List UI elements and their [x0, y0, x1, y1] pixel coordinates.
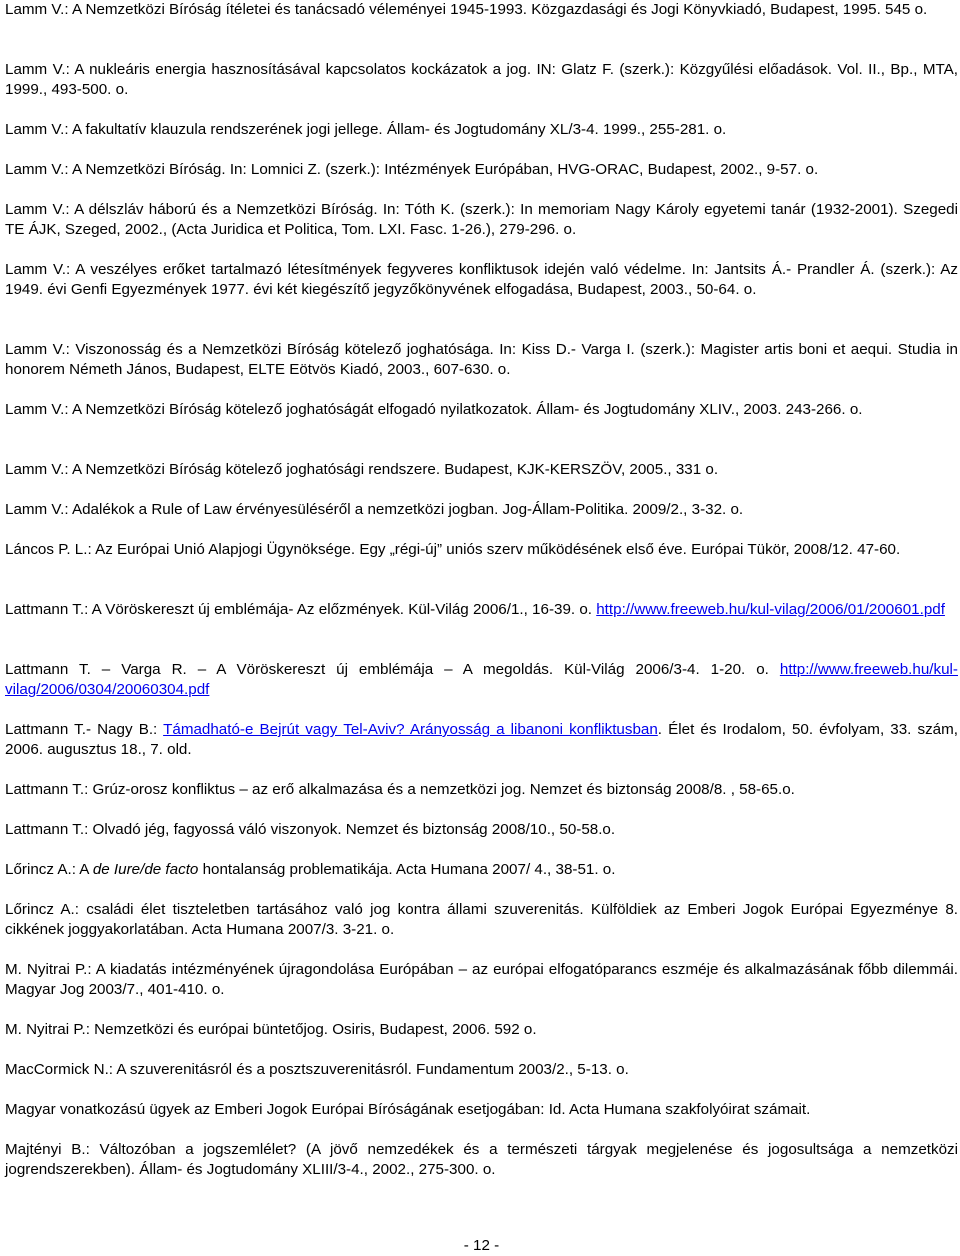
reference-text: Lamm V.: A délszláv háború és a Nemzetközi Bíróság. In: Tóth K. (szerk.): In memoriam Nagy Károly egyetemi tanár (1932-2001). Szegedi TE ÁJK, Szeged, 2002., (Acta Juridica et Politica, Tom. LXI. Fasc. 1-26.), 279-296. o. [5, 201, 958, 238]
reference-entry [5, 340, 958, 380]
reference-text: Lőrincz A.: családi élet tiszteletben tartásához való jog kontra állami szuverenitás. Külföldiek az Emberi Jogok Európai Egyezménye 8. cikkének joggyakorlatában. Acta Humana 2007/3. 3-21. o. [5, 901, 958, 938]
reference-entry [5, 60, 958, 100]
reference-entry [5, 260, 958, 300]
reference-entry [5, 860, 958, 880]
reference-link[interactable]: Támadható-e Bejrút vagy Tel-Aviv? Arányosság a libanoni konfliktusban [163, 721, 658, 738]
reference-link[interactable]: http://www.freeweb.hu/kul-vilag/2006/0304/20060304.pdf [5, 661, 958, 698]
reference-entry [5, 720, 958, 760]
reference-entry [5, 1020, 958, 1040]
reference-entry [5, 780, 958, 800]
reference-text: Lamm V.: Viszonosság és a Nemzetközi Bíróság kötelező joghatósága. In: Kiss D.- Varga I. (szerk.): Magister artis boni et aequi. Studia in honorem Németh János, Budapest, ELTE Eötvös Kiadó, 2003., 607-630. o. [5, 341, 958, 378]
reference-text: Lattmann T.- Nagy B.: [5, 721, 164, 738]
reference-text: Lamm V.: A Nemzetközi Bíróság ítéletei és tanácsadó véleményei 1945-1993. Közgazdasági és Jogi Könyvkiadó, Budapest, 1995. 545 o. [5, 1, 928, 18]
reference-text: Majtényi B.: Változóban a jogszemlélet? (A jövő nemzedékek és a természeti tárgyak megjelenése és jogosultsága a nemzetközi jogrendszerekben). Állam- és Jogtudomány XLIII/3-4., 2002., 275-300. o. [5, 1141, 958, 1178]
reference-text: Lamm V.: A Nemzetközi Bíróság. In: Lomnici Z. (szerk.): Intézmények Európában, HVG-ORAC, Budapest, 2002., 9-57. o. [5, 161, 819, 178]
reference-text: Lamm V.: A veszélyes erőket tartalmazó létesítmények fegyveres konfliktusok idején való védelme. In: Jantsits Á.- Prandler Á. (szerk.): Az 1949. évi Genfi Egyezmények 1977. évi két kiegészítő jegyzőkönyvének elfogadása, Budapest, 2003., 50-64. o. [5, 261, 958, 298]
reference-text: Lattmann T.: Olvadó jég, fagyossá váló viszonyok. Nemzet és biztonság 2008/10., 50-58.o. [5, 821, 616, 838]
reference-text: Lamm V.: A Nemzetközi Bíróság kötelező joghatóságát elfogadó nyilatkozatok. Állam- és Jogtudomány XLIV., 2003. 243-266. o. [5, 401, 863, 418]
reference-text: . Élet és Irodalom, 50. évfolyam, 33. szám, 2006. augusztus 18., 7. old. [5, 721, 958, 758]
reference-entry [5, 200, 958, 240]
reference-text: hontalanság problematikája. Acta Humana 2007/ 4., 38-51. o. [198, 861, 616, 878]
reference-entry [5, 1060, 958, 1080]
document-page [5, 0, 958, 1252]
reference-entry [5, 460, 958, 480]
reference-entry [5, 900, 958, 940]
reference-entry [5, 820, 958, 840]
reference-entry [5, 0, 958, 20]
reference-text: Lőrincz A.: A [5, 861, 93, 878]
reference-entry [5, 500, 958, 520]
reference-text: M. Nyitrai P.: Nemzetközi és európai büntetőjog. Osiris, Budapest, 2006. 592 o. [5, 1021, 537, 1038]
reference-text: Magyar vonatkozású ügyek az Emberi Jogok Európai Bíróságának esetjogában: Id. Acta Humana szakfolyóirat számait. [5, 1101, 811, 1118]
page-number: - 12 - [463, 1237, 500, 1254]
reference-entry [5, 160, 958, 180]
reference-text: Lattmann T. – Varga R. – A Vöröskereszt új emblémája – A megoldás. Kül-Világ 2006/3-4. 1-20. o. [5, 661, 780, 678]
reference-text: Lamm V.: A fakultatív klauzula rendszerének jogi jellege. Állam- és Jogtudomány XL/3-4. 1999., 255-281. o. [5, 121, 727, 138]
reference-text: M. Nyitrai P.: A kiadatás intézményének újragondolása Európában – az európai elfogatóparancs eszméje és alkalmazásának főbb dilemmái. Magyar Jog 2003/7., 401-410. o. [5, 961, 958, 998]
reference-entry [5, 1100, 958, 1120]
reference-text: Lamm V.: A Nemzetközi Bíróság kötelező joghatósági rendszere. Budapest, KJK-KERSZÖV, 2005., 331 o. [5, 461, 719, 478]
reference-text: Lamm V.: Adalékok a Rule of Law érvényesüléséről a nemzetközi jogban. Jog-Állam-Politika. 2009/2., 3-32. o. [5, 501, 744, 518]
reference-text: Lattmann T.: A Vöröskereszt új emblémája- Az előzmények. Kül-Világ 2006/1., 16-39. o. [5, 601, 597, 618]
reference-entry [5, 540, 958, 560]
reference-entry [5, 600, 958, 620]
reference-italic-text: de Iure/de facto [92, 861, 199, 878]
reference-text: Láncos P. L.: Az Európai Unió Alapjogi Ügynöksége. Egy „régi-új” uniós szerv működésének első éve. Európai Tükör, 2008/12. 47-60. [5, 541, 901, 558]
reference-text: MacCormick N.: A szuverenitásról és a posztszuverenitásról. Fundamentum 2003/2., 5-13. o. [5, 1061, 629, 1078]
reference-link[interactable]: http://www.freeweb.hu/kul-vilag/2006/01/200601.pdf [596, 601, 945, 618]
reference-entry [5, 960, 958, 1000]
reference-entry [5, 1140, 958, 1180]
reference-entry [5, 120, 958, 140]
reference-entry [5, 400, 958, 420]
reference-text: Lattmann T.: Grúz-orosz konfliktus – az erő alkalmazása és a nemzetközi jog. Nemzet és biztonság 2008/8. , 58-65.o. [5, 781, 795, 798]
reference-text: Lamm V.: A nukleáris energia hasznosításával kapcsolatos kockázatok a jog. IN: Glatz F. (szerk.): Közgyűlési előadások. Vol. II., Bp., MTA, 1999., 493-500. o. [5, 61, 958, 98]
reference-entry [5, 660, 958, 700]
